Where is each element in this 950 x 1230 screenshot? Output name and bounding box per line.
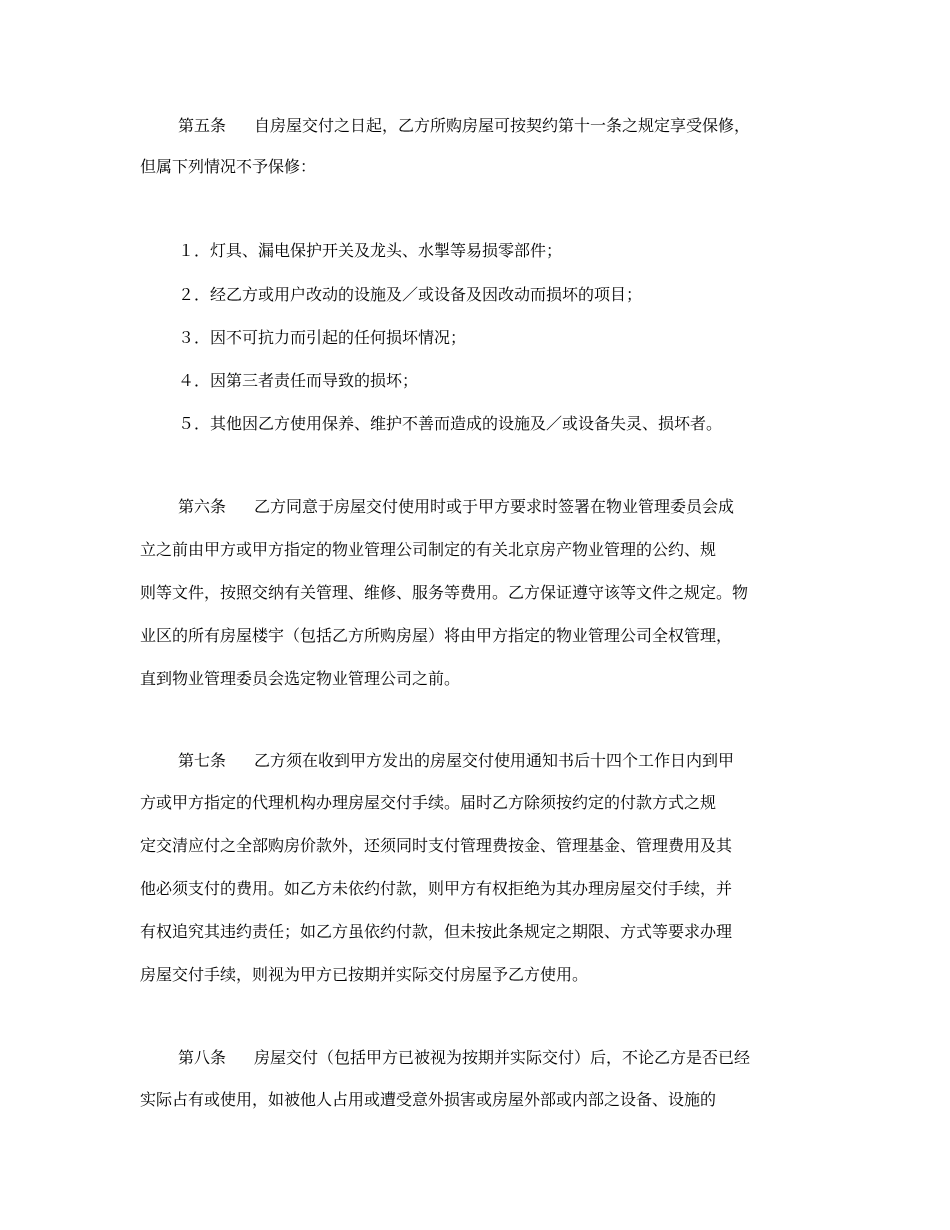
article-6-line-2: 立之前由甲方或甲方指定的物业管理公司制定的有关北京房产物业管理的公约、规 xyxy=(140,540,717,559)
article-5-label: 第五条 xyxy=(178,116,227,135)
article-7-label: 第七条 xyxy=(178,751,227,770)
article-5-first-line xyxy=(178,116,838,136)
article-6-label: 第六条 xyxy=(178,497,227,516)
article-6-line-5: 直到物业管理委员会选定物业管理公司之前。 xyxy=(140,669,461,688)
article-5-line-1: 自房屋交付之日起，乙方所购房屋可按契约第十一条之规定享受保修， xyxy=(254,116,751,135)
article-8-first-line xyxy=(178,1048,750,1068)
article-8-label: 第八条 xyxy=(178,1048,227,1067)
article-8-line-2: 实际占有或使用，如被他人占用或遭受意外损害或房屋外部或内部之设备、设施的 xyxy=(140,1090,717,1109)
article-7-line-6: 房屋交付手续，则视为甲方已按期并实际交付房屋予乙方使用。 xyxy=(140,965,589,984)
article-6-line-1: 乙方同意于房屋交付使用时或于甲方要求时签署在物业管理委员会成 xyxy=(254,497,735,516)
article-7-line-2: 方或甲方指定的代理机构办理房屋交付手续。届时乙方除须按约定的付款方式之规 xyxy=(140,793,717,812)
article-5-item-5: ５．其他因乙方使用保养、维护不善而造成的设施及／或设备失灵、损坏者。 xyxy=(178,414,723,433)
article-5-item-4: ４．因第三者责任而导致的损坏； xyxy=(178,371,419,390)
article-7-line-3: 定交清应付之全部购房价款外，还须同时支付管理费按金、管理基金、管理费用及其 xyxy=(140,836,733,855)
article-6-line-3: 则等文件，按照交纳有关管理、维修、服务等费用。乙方保证遵守该等文件之规定。物 xyxy=(140,583,749,602)
article-7-first-line xyxy=(178,751,734,771)
article-8-line-1: 房屋交付（包括甲方已被视为按期并实际交付）后，不论乙方是否已经 xyxy=(254,1048,751,1067)
article-5-line-2: 但属下列情况不予保修： xyxy=(140,157,317,176)
article-7-line-5: 有权追究其违约责任；如乙方虽依约付款，但未按此条规定之期限、方式等要求办理 xyxy=(140,922,733,941)
article-5-item-3: ３．因不可抗力而引起的任何损坏情况； xyxy=(178,328,467,347)
article-6-first-line xyxy=(178,497,734,517)
article-7-line-4: 他必须支付的费用。如乙方未依约付款，则甲方有权拒绝为其办理房屋交付手续，并 xyxy=(140,879,733,898)
article-6-line-4: 业区的所有房屋楼宇（包括乙方所购房屋）将由甲方指定的物业管理公司全权管理， xyxy=(140,626,733,645)
article-7-line-1: 乙方须在收到甲方发出的房屋交付使用通知书后十四个工作日内到甲 xyxy=(254,751,735,770)
article-5-item-1: １．灯具、漏电保护开关及龙头、水掣等易损零部件； xyxy=(178,241,563,260)
article-5-item-2: ２．经乙方或用户改动的设施及／或设备及因改动而损坏的项目； xyxy=(178,285,643,304)
